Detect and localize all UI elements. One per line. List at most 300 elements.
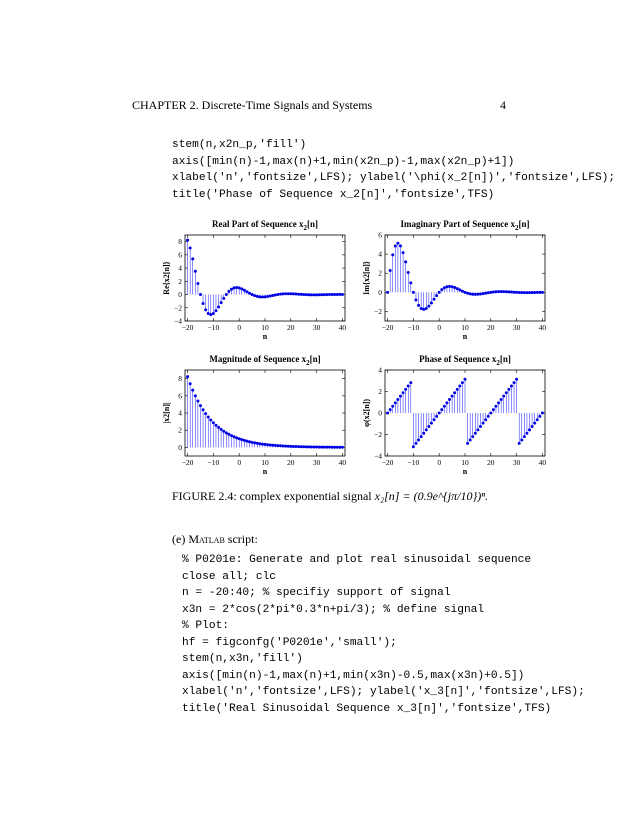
stem-marker [274, 444, 277, 447]
figure-caption [172, 489, 488, 504]
stem-marker [279, 444, 282, 447]
stem-marker [386, 291, 389, 294]
stem-marker [518, 291, 521, 294]
stem-marker [523, 291, 526, 294]
y-tick-label: −4 [374, 451, 382, 461]
stem-marker [531, 425, 534, 428]
stem-marker [533, 422, 536, 425]
stem-marker [251, 293, 254, 296]
stem-marker [300, 445, 303, 448]
stem-marker [409, 381, 412, 384]
stem-marker [440, 288, 443, 291]
stem-marker [214, 424, 217, 427]
x-tick-label: 30 [312, 323, 321, 332]
y-tick-label: 6 [378, 230, 382, 240]
stem-marker [336, 293, 339, 296]
stem-marker [336, 446, 339, 449]
stem-marker [189, 246, 192, 249]
x-axis-label: n [462, 467, 468, 476]
stem-marker [438, 412, 441, 415]
stem-marker [448, 398, 451, 401]
chart-title [401, 219, 530, 232]
stem-marker [318, 446, 321, 449]
stem-marker [456, 388, 459, 391]
stem-marker [396, 398, 399, 401]
stem-marker [305, 445, 308, 448]
stem-marker [484, 292, 487, 295]
y-axis-label: Re{x2[n]} [162, 261, 171, 295]
stem-marker [212, 421, 215, 424]
code-block-sinusoid [182, 552, 585, 717]
stem-marker [323, 293, 326, 296]
stem-marker [443, 405, 446, 408]
stem-marker [289, 445, 292, 448]
stem-marker [417, 439, 420, 442]
y-axis-label: φ(x2[n]) [362, 398, 371, 428]
x-tick-label: 20 [287, 458, 295, 467]
stem-marker [196, 399, 199, 402]
y-tick-label: 6 [178, 391, 182, 401]
x-axis-label: n [262, 332, 268, 341]
stem-marker [505, 391, 508, 394]
stem-marker [331, 446, 334, 449]
y-tick-label: 8 [178, 374, 182, 384]
stem-marker [243, 289, 246, 292]
y-axis-label: Im{x2[n]} [362, 261, 371, 295]
chart-title [212, 219, 318, 232]
stem-marker [230, 288, 233, 291]
stem-marker [469, 292, 472, 295]
stem-marker [217, 426, 220, 429]
stem-marker [505, 290, 508, 293]
stem-marker [427, 305, 430, 308]
stem-marker [191, 257, 194, 260]
stem-marker [245, 290, 248, 293]
stem-marker [284, 445, 287, 448]
stem-marker [525, 291, 528, 294]
x-tick-label: 20 [487, 458, 495, 467]
stem-marker [279, 293, 282, 296]
stem-marker [338, 293, 341, 296]
title-text: Imaginary Part of Sequence x [400, 219, 515, 229]
x-tick-label: −20 [381, 323, 394, 332]
y-tick-label: 2 [378, 387, 382, 396]
y-tick-label: −4 [174, 316, 182, 326]
stem-marker [487, 415, 490, 418]
x-tick-label: 10 [461, 323, 469, 332]
stem-marker [202, 408, 205, 411]
stem-marker [414, 298, 417, 301]
stem-marker [302, 293, 305, 296]
stem-marker [287, 292, 290, 295]
stem-marker [531, 291, 534, 294]
stem-marker [494, 290, 497, 293]
y-axis-label: |x2[n]| [162, 402, 171, 424]
stem-marker [541, 291, 544, 294]
stem-marker [402, 391, 405, 394]
stem-marker [476, 293, 479, 296]
x-tick-label: 30 [512, 323, 521, 332]
stem-marker [438, 291, 441, 294]
stem-marker [425, 428, 428, 431]
stem-marker [271, 444, 274, 447]
stem-marker [407, 271, 410, 274]
stem-marker [500, 290, 503, 293]
stem-marker [412, 291, 415, 294]
stem-marker [318, 293, 321, 296]
x-tick-label: 40 [538, 323, 547, 332]
plot-frame [185, 235, 345, 321]
stem-marker [502, 395, 505, 398]
title-text: [n] [518, 219, 530, 229]
stem-marker [222, 430, 225, 433]
chart-panel-2 [162, 354, 346, 476]
stem-marker [233, 286, 236, 289]
code1-line: xlabel('n','fontsize',LFS); ylabel('\phi(x_2[n])','fontsize',LFS); [172, 172, 616, 184]
stem-marker [515, 291, 518, 294]
part-prefix: (e) [172, 532, 189, 546]
x-tick-label: −20 [181, 458, 194, 467]
stem-marker [515, 378, 518, 381]
stem-marker [427, 425, 430, 428]
stem-marker [409, 281, 412, 284]
stem-marker [528, 291, 531, 294]
stem-marker [520, 439, 523, 442]
stem-marker [420, 435, 423, 438]
stem-marker [513, 381, 516, 384]
caption-math: x₂[n] = (0.9e^{jπ/10})ⁿ. [374, 489, 489, 503]
stem-marker [407, 384, 410, 387]
stem-marker [456, 287, 459, 290]
code2-line: axis([min(n)-1,max(n)+1,min(x3n)-0.5,max(x3n)+0.5]) [182, 669, 525, 682]
x-tick-label: 10 [261, 458, 269, 467]
stem-marker [251, 441, 254, 444]
stem-marker [315, 293, 318, 296]
title-subscript: 2 [515, 224, 519, 232]
x-tick-label: 0 [237, 458, 242, 467]
stem-marker [487, 291, 490, 294]
stem-marker [489, 412, 492, 415]
stem-marker [264, 295, 267, 298]
stem-marker [482, 422, 485, 425]
stem-marker [536, 418, 539, 421]
stem-marker [474, 293, 477, 296]
stem-marker [440, 408, 443, 411]
stem-marker [445, 285, 448, 288]
code2-line: close all; clc [182, 570, 276, 583]
stem-marker [538, 415, 541, 418]
y-tick-label: 0 [178, 442, 182, 452]
stem-marker [274, 294, 277, 297]
stem-marker [276, 444, 279, 447]
stem-marker [520, 291, 523, 294]
stem-marker [212, 312, 215, 315]
stem-marker [191, 389, 194, 392]
stem-marker [248, 440, 251, 443]
y-tick-label: 0 [178, 290, 182, 300]
stem-marker [500, 398, 503, 401]
stem-marker [435, 415, 438, 418]
stem-marker [453, 391, 456, 394]
stem-marker [186, 239, 189, 242]
code2-line: % P0201e: Generate and plot real sinusoidal sequence [182, 554, 532, 566]
stem-marker [300, 293, 303, 296]
stem-marker [313, 293, 316, 296]
stem-marker [333, 293, 336, 296]
stem-marker [331, 293, 334, 296]
stem-marker [325, 293, 328, 296]
stem-marker [269, 295, 272, 298]
stem-marker [507, 388, 510, 391]
stem-marker [325, 446, 328, 449]
stem-marker [466, 442, 469, 445]
stem-marker [220, 301, 223, 304]
stem-marker [523, 435, 526, 438]
x-axis-label: n [262, 467, 268, 476]
stem-marker [451, 285, 454, 288]
y-tick-label: 4 [178, 263, 182, 273]
stem-marker [391, 253, 394, 256]
stem-marker [404, 260, 407, 263]
stem-marker [225, 431, 228, 434]
stem-marker [320, 446, 323, 449]
stem-marker [227, 433, 230, 436]
stem-marker [451, 395, 454, 398]
stem-marker [243, 439, 246, 442]
x-tick-label: −10 [407, 458, 420, 467]
stem-marker [261, 295, 264, 298]
stem-marker [253, 441, 256, 444]
stem-marker [435, 294, 438, 297]
stem-marker [248, 292, 251, 295]
stem-marker [307, 293, 310, 296]
title-text: Real Part of Sequence x [212, 219, 304, 229]
chart-panel-1 [362, 219, 546, 341]
stem-marker [222, 297, 225, 300]
stem-marker [328, 293, 331, 296]
stem-marker [235, 436, 238, 439]
stem-marker [420, 307, 423, 310]
stem-marker [196, 282, 199, 285]
stem-marker [209, 313, 212, 316]
stem-marker [341, 293, 344, 296]
stem-marker [430, 301, 433, 304]
title-text: [n] [309, 354, 321, 364]
stem-marker [313, 445, 316, 448]
code2-line: stem(n,x3n,'fill') [182, 653, 303, 665]
stem-marker [513, 291, 516, 294]
title-subscript: 2 [496, 359, 500, 367]
stem-marker [233, 435, 236, 438]
stem-marker [189, 382, 192, 385]
stem-marker [417, 304, 420, 307]
stem-marker [464, 291, 467, 294]
stem-marker [207, 312, 210, 315]
title-text: [n] [499, 354, 511, 364]
title-text: [n] [306, 219, 318, 229]
x-tick-label: 20 [487, 323, 495, 332]
stem-marker [240, 438, 243, 441]
plot-frame [385, 235, 545, 321]
x-tick-label: −20 [181, 323, 194, 332]
stem-marker [492, 408, 495, 411]
x-tick-label: 0 [437, 458, 442, 467]
x-tick-label: 20 [287, 323, 295, 332]
stem-marker [391, 405, 394, 408]
stem-marker [217, 305, 220, 308]
stem-marker [510, 291, 513, 294]
stem-marker [338, 446, 341, 449]
x-tick-label: 30 [312, 458, 321, 467]
title-text: Phase of Sequence x [419, 354, 497, 364]
stem-marker [533, 291, 536, 294]
matlab-word: Matlab [188, 532, 225, 546]
stem-marker [266, 443, 269, 446]
stem-marker [282, 444, 285, 447]
stem-marker [389, 408, 392, 411]
chart-panel-3 [362, 354, 546, 476]
stem-marker [453, 286, 456, 289]
code1-line: axis([min(n)-1,max(n)+1,min(x2n_p)-1,max(x2n_p)+1]) [172, 155, 515, 168]
part-e-label [172, 532, 258, 547]
x-tick-label: 10 [461, 458, 469, 467]
y-tick-label: 8 [178, 237, 182, 247]
stem-marker [414, 442, 417, 445]
stem-marker [238, 437, 241, 440]
stem-marker [443, 286, 446, 289]
stem-marker [399, 244, 402, 247]
x-tick-label: 0 [237, 323, 242, 332]
stem-marker [448, 285, 451, 288]
stem-marker [289, 292, 292, 295]
stem-marker [404, 388, 407, 391]
code2-line: n = -20:40; % specifiy support of signal [182, 587, 451, 599]
stem-marker [307, 445, 310, 448]
stem-marker [310, 293, 313, 296]
code1-line: stem(n,x2n_p,'fill') [172, 139, 307, 151]
title-subscript: 2 [303, 224, 307, 232]
stem-marker [497, 401, 500, 404]
stem-marker [292, 445, 295, 448]
stem-marker [482, 292, 485, 295]
stem-marker [202, 302, 205, 305]
stem-marker [333, 446, 336, 449]
stem-marker [269, 443, 272, 446]
stem-marker [230, 434, 233, 437]
y-tick-label: −2 [174, 303, 182, 313]
stem-marker [199, 293, 202, 296]
stem-marker [433, 418, 436, 421]
stem-marker [394, 244, 397, 247]
code2-line: x3n = 2*cos(2*pi*0.3*n+pi/3); % define signal [182, 603, 485, 616]
y-tick-label: 4 [178, 408, 182, 418]
code2-line: % Plot: [182, 620, 229, 632]
stem-marker [323, 446, 326, 449]
stem-marker [266, 295, 269, 298]
chart-title [419, 354, 511, 367]
stem-marker [256, 442, 259, 445]
stem-marker [510, 384, 513, 387]
x-tick-label: −10 [207, 458, 220, 467]
chart-panel-0 [162, 219, 346, 341]
stem-marker [541, 412, 544, 415]
stem-marker [402, 251, 405, 254]
page-number: 4 [500, 98, 506, 112]
stem-marker [328, 446, 331, 449]
stem-marker [261, 443, 264, 446]
y-tick-label: 2 [178, 276, 182, 286]
title-text: Magnitude of Sequence x [209, 354, 307, 364]
stem-marker [464, 378, 467, 381]
y-tick-label: 4 [378, 365, 382, 375]
x-tick-label: −10 [207, 323, 220, 332]
stem-marker [276, 293, 279, 296]
stem-marker [240, 287, 243, 290]
stem-marker [507, 290, 510, 293]
stem-marker [310, 445, 313, 448]
stem-marker [287, 445, 290, 448]
stem-marker [264, 443, 267, 446]
y-tick-label: 0 [378, 287, 382, 297]
y-tick-label: −2 [374, 430, 382, 439]
stem-marker [422, 432, 425, 435]
stem-marker [528, 428, 531, 431]
stem-marker [235, 286, 238, 289]
x-tick-label: 30 [512, 458, 521, 467]
stem-marker [297, 293, 300, 296]
y-tick-label: 4 [378, 249, 382, 259]
stem-marker [320, 293, 323, 296]
y-tick-label: −2 [374, 306, 382, 316]
stem-marker [204, 308, 207, 311]
stem-marker [492, 291, 495, 294]
stem-marker [297, 445, 300, 448]
stem-marker [471, 293, 474, 296]
stem-marker [430, 422, 433, 425]
code2-line: hf = figconfg('P0201e','small'); [182, 636, 397, 649]
stem-marker [302, 445, 305, 448]
stem-marker [425, 307, 428, 310]
stem-marker [445, 401, 448, 404]
stem-marker [258, 442, 261, 445]
stem-marker [396, 242, 399, 245]
x-tick-label: 40 [338, 323, 347, 332]
stem-marker [305, 293, 308, 296]
stem-marker [315, 446, 318, 449]
stem-marker [489, 291, 492, 294]
stem-marker [225, 293, 228, 296]
stem-marker [518, 442, 521, 445]
x-tick-label: 10 [261, 323, 269, 332]
y-tick-label: 6 [178, 250, 182, 260]
stem-marker [538, 291, 541, 294]
code-block-phase [172, 137, 615, 203]
stem-marker [284, 292, 287, 295]
stem-marker [258, 295, 261, 298]
x-tick-label: −10 [407, 323, 420, 332]
stem-marker [204, 412, 207, 415]
x-tick-label: 40 [538, 458, 547, 467]
stem-marker [294, 445, 297, 448]
stem-marker [245, 440, 248, 443]
x-tick-label: 0 [437, 323, 442, 332]
stem-marker [282, 292, 285, 295]
stem-marker [389, 269, 392, 272]
stem-marker [471, 435, 474, 438]
stem-marker [458, 384, 461, 387]
code2-line: title('Real Sinusoidal Sequence x_3[n]','fontsize',TFS) [182, 702, 552, 715]
title-subscript: 2 [306, 359, 310, 367]
